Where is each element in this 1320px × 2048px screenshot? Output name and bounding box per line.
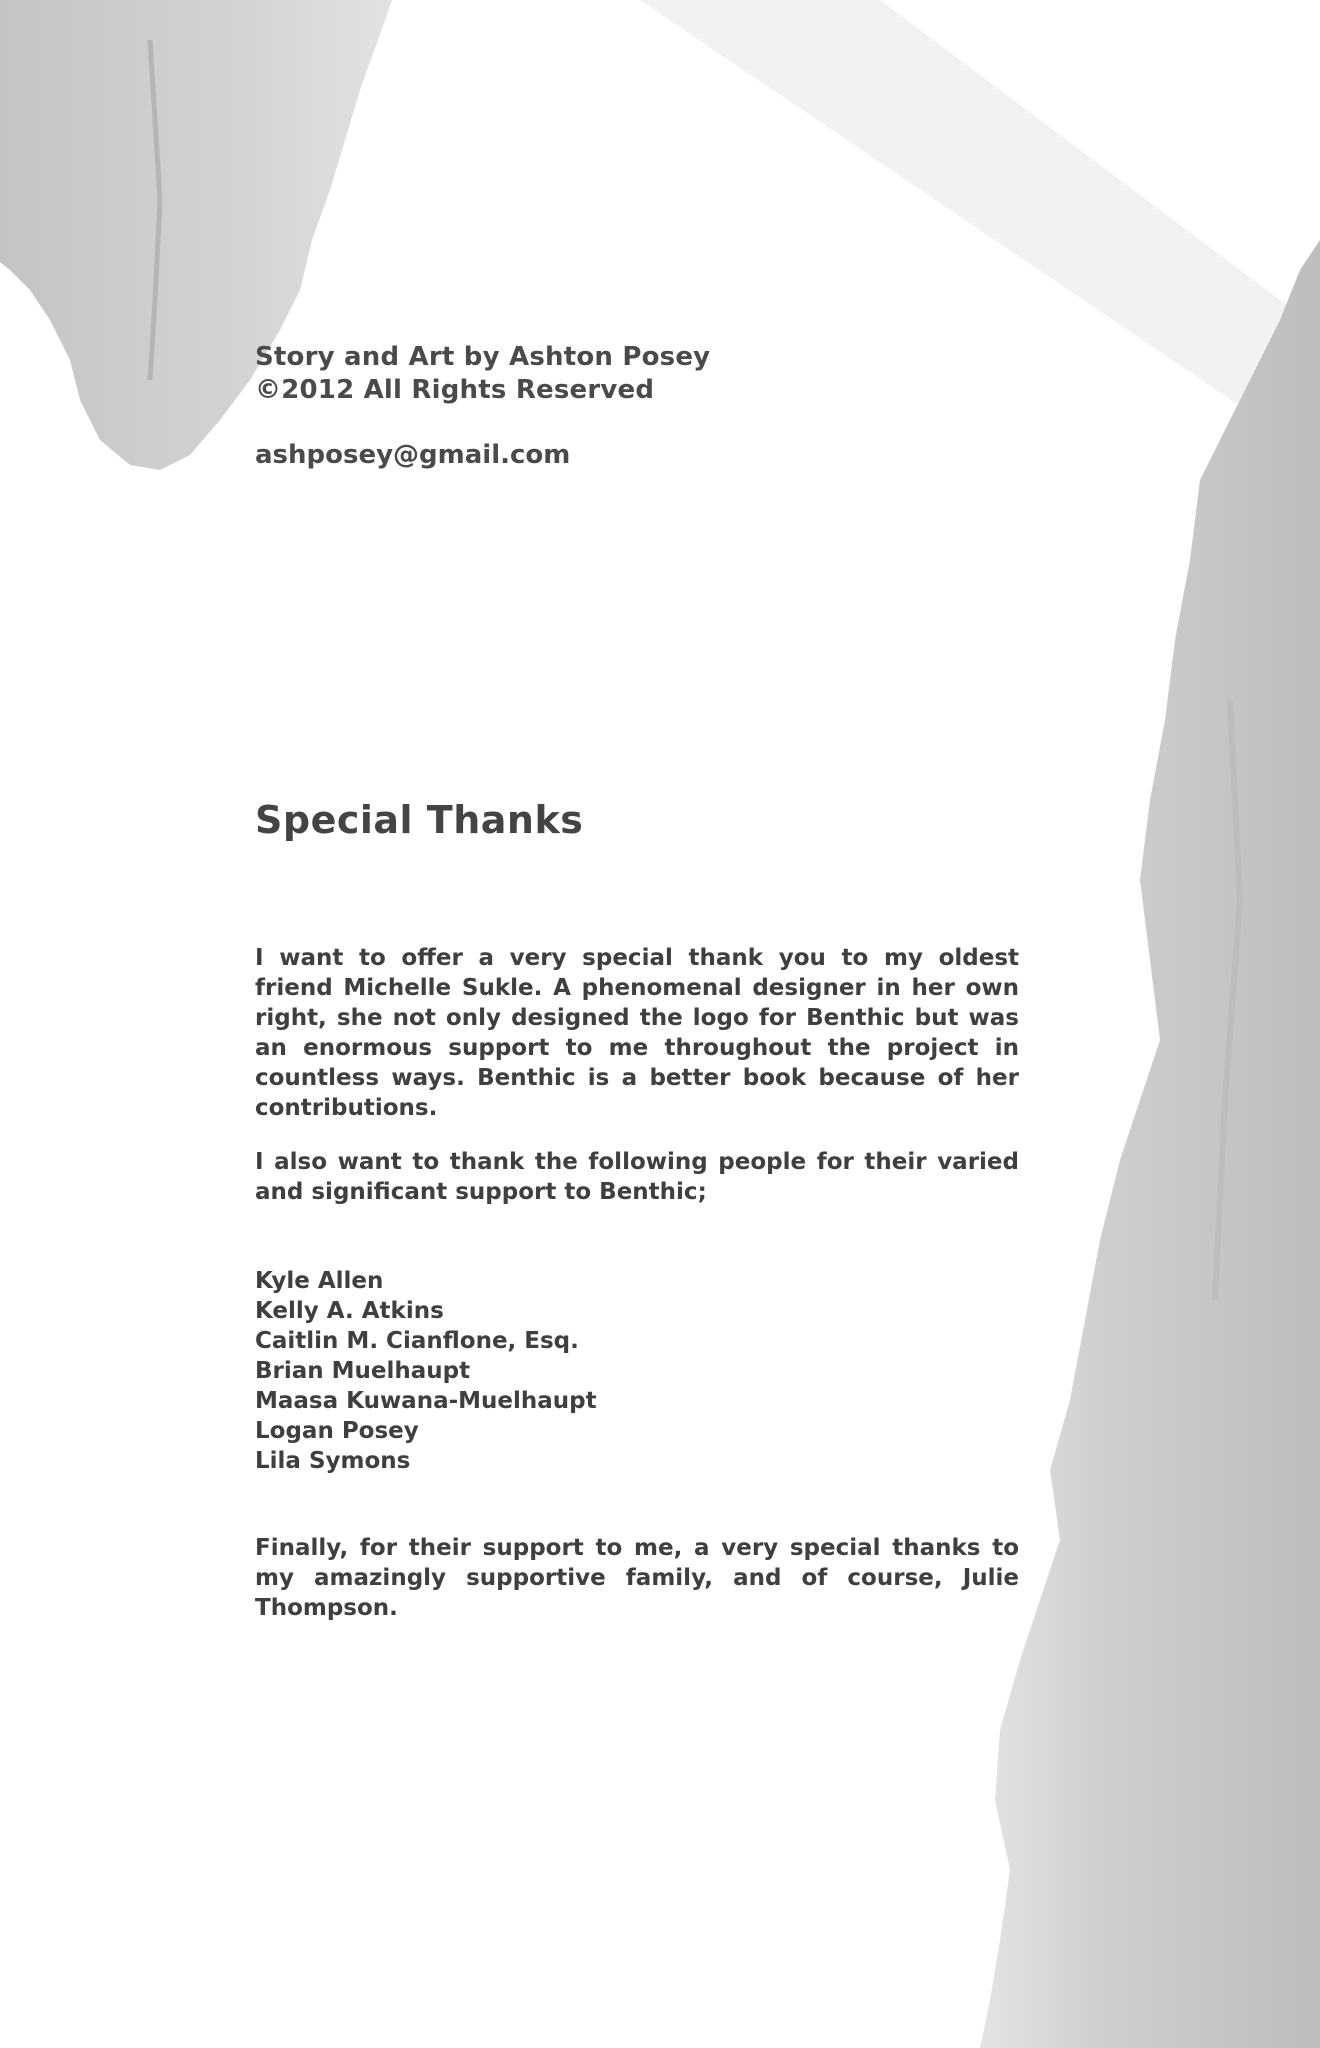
wash-shape-right: [980, 240, 1320, 2048]
thanks-paragraph-2: I also want to thank the following people for their varied and significant support to Benthic;: [255, 1149, 1019, 1205]
name-item: Lila Symons: [255, 1448, 411, 1474]
wash-sheen: [640, 0, 1320, 460]
name-item: Maasa Kuwana-Muelhaupt: [255, 1388, 597, 1414]
name-item: Kelly A. Atkins: [255, 1298, 444, 1324]
name-item: Caitlin M. Cianflone, Esq.: [255, 1328, 579, 1354]
thanks-paragraph-1: I want to offer a very special thank you to my oldest friend Michelle Sukle. A phenomenal designer in her own right, she not only designed the logo for Benthic but was an enormous support to me throughout the project in countless ways. Benthic is a better book because of her contributions.: [255, 945, 1019, 1121]
credits-block: [255, 341, 710, 407]
thanks-name-list: [255, 1266, 597, 1476]
name-item: Brian Muelhaupt: [255, 1358, 471, 1384]
thanks-paragraph-3: Finally, for their support to me, a very special thanks to my amazingly supportive family, and of course, Julie Thompson.: [255, 1535, 1019, 1621]
credits-line-copyright: ©2012 All Rights Reserved: [255, 375, 655, 405]
special-thanks-heading: Special Thanks: [255, 798, 584, 842]
credits-line-story-art: Story and Art by Ashton Posey: [255, 342, 711, 372]
contact-email: ashposey@gmail.com: [255, 440, 571, 470]
name-item: Kyle Allen: [255, 1268, 384, 1294]
name-item: Logan Posey: [255, 1418, 419, 1444]
